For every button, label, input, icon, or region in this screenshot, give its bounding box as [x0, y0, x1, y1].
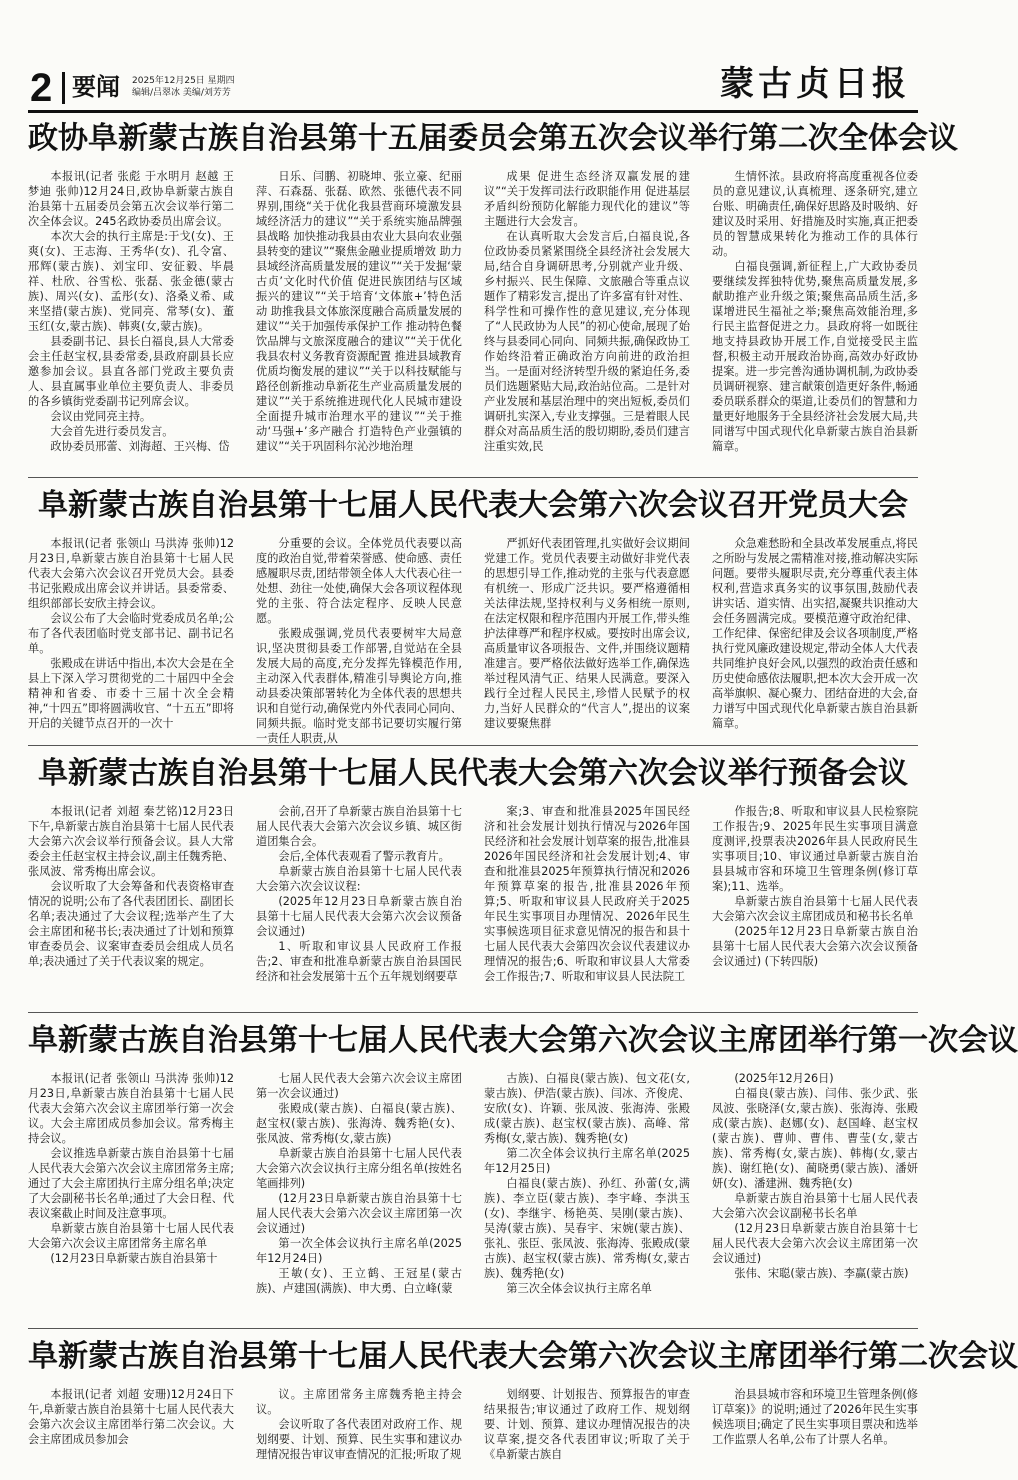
article-column	[28, 804, 234, 1004]
issue-info	[132, 75, 235, 99]
paragraph: 张殿成强调,党员代表要树牢大局意识,坚决贯彻县委工作部署,自觉站在全县发展大局的高度,充分发挥先锋模范作用,主动深入代表群体,精准引导舆论方向,推动县委决策部署转化为全体代表的思想共识和自觉行动,确保党内外代表同心同向、同频共振。临时党支部书记要切实履行第一责任人职责,从	[256, 627, 462, 745]
article-headline: 阜新蒙古族自治县第十七届人民代表大会第六次会议主席团举行第一次会议	[28, 1023, 1018, 1058]
paragraph: 白福良(蒙古族)、闫伟、张少武、张凤波、张晓泽(女,蒙古族)、张海涛、张殿成(蒙古族)、赵娜(女)、赵国峰、赵宝权(蒙古族)、曹帅、曹伟、曹莹(女,蒙古族)、常秀梅(女,蒙古族)、韩梅(女,蒙古族)、谢红艳(女)、蔺晓勇(蒙古族)、潘妍妍(女)、潘建洲、魏秀艳(女)	[712, 1087, 918, 1190]
paragraph: 治县县城市容和环境卫生管理条例(修订草案)》的说明;通过了2026年民生实事候选项目;确定了民生实事项目票决和选举工作监票人名单,公布了计票人名单。	[712, 1388, 918, 1446]
paragraph: 第二次全体会议执行主席名单(2025年12月25日)	[484, 1147, 690, 1175]
paragraph: 张殿成(蒙古族)、白福良(蒙古族)、赵宝权(蒙古族)、张海涛、魏秀艳(女)、张凤波、常秀梅(女,蒙古族)	[256, 1102, 462, 1145]
article-column	[256, 536, 462, 745]
article-divider	[28, 745, 918, 746]
article-divider	[28, 1012, 918, 1013]
paragraph: 议。主席团常务主席魏秀艳主持会议。	[256, 1388, 462, 1416]
paragraph: 本报讯(记者 刘超 秦艺铭)12月23日下午,阜新蒙古族自治县第十七届人民代表大会第六次会议举行预备会议。县人大常委会主任赵宝权主持会议,副主任魏秀艳、张凤波、常秀梅出席会议。	[28, 805, 234, 878]
paragraph: 会前,召开了阜新蒙古族自治县第十七届人民代表大会第六次会议乡镇、城区街道团集合会。	[256, 805, 462, 848]
paragraph: 划纲要、计划报告、预算报告的审查结果报告;审议通过了政府工作、规划纲要、计划、预算、建议办理情况报告的决议草案,提交各代表团审议;听取了关于《阜新蒙古族自	[484, 1388, 690, 1461]
paragraph: 1、听取和审议县人民政府工作报告;2、审查和批准阜新蒙古族自治县国民经济和社会发展第十五个五年规划纲要草	[256, 940, 462, 983]
paragraph: 本报讯(记者 张领山 马洪涛 张帅)12月23日,阜新蒙古族自治县第十七届人民代表大会第六次会议召开党员大会。县委书记张殿成出席会议并讲话。县委常委、组织部部长安欣主持会议。	[28, 537, 234, 610]
paragraph: 众急难愁盼和全县改革发展重点,将民之所盼与发展之需精准对接,推动解决实际问题。要带头履职尽责,充分尊重代表主体权利,营造求真务实的议事氛围,鼓励代表讲实话、道实情、出实招,凝聚共识推动大会任务圆满完成。要模范遵守政治纪律、工作纪律、保密纪律及会议各项制度,严格执行党风廉政建设规定,带动全体人大代表共同维护良好会风,以强烈的政治责任感和历史使命感依法履职,把本次大会开成一次高举旗帜、凝心聚力、团结奋进的大会,奋力谱写中国式现代化阜新蒙古族自治县新篇章。	[712, 537, 918, 730]
paragraph: 本次大会的执行主席是:于戈(女)、王爽(女)、王志海、王秀华(女)、孔令富、邢辉(蒙古族)、刘宝印、安征毅、毕晨祥、杜欣、谷雪松、张磊、张金德(蒙古族)、周兴(女)、孟彤(女)、洛桑义希、咸来坚措(蒙古族)、党同亮、常琴(女)、董玉红(女,蒙古族)、韩爽(女,蒙古族)。	[28, 230, 234, 333]
paragraph: 本报讯(记者 刘超 安珊)12月24日下午,阜新蒙古族自治县第十七届人民代表大会第六次会议主席团举行第二次会议。大会主席团成员参加会	[28, 1388, 234, 1446]
article-column	[28, 1071, 234, 1326]
article-column	[28, 1387, 234, 1467]
article-headline: 阜新蒙古族自治县第十七届人民代表大会第六次会议主席团举行第二次会议	[28, 1339, 1018, 1374]
paragraph: 严抓好代表团管理,扎实做好会议期间党建工作。党员代表要主动做好非党代表的思想引导工作,推动党的主张与代表意愿有机统一、形成广泛共识。要严格遵循相关法律法规,坚持权利与义务相统一原则,在法定权限和程序范围内开展工作,带头维护法律尊严和程序权威。要按时出席会议,高质量审议各项报告、文件,并围绕议题精准建言。要严格依法做好选举工作,确保选举过程风清气正、结果人民满意。要深入践行全过程人民民主,珍惜人民赋予的权力,当好人民群众的“代言人”,提出的议案建议要聚焦群	[484, 537, 690, 730]
paragraph: 阜新蒙古族自治县第十七届人民代表大会第六次会议执行主席分组名单(按姓名笔画排列)	[256, 1147, 462, 1190]
article-headline: 政协阜新蒙古族自治县第十五届委员会第五次会议举行第二次全体会议	[28, 121, 958, 156]
article-column	[712, 1387, 918, 1467]
article-column	[28, 169, 234, 464]
article-headline: 阜新蒙古族自治县第十七届人民代表大会第六次会议举行预备会议	[38, 756, 908, 791]
article-column	[484, 1387, 690, 1467]
paragraph: 阜新蒙古族自治县第十七届人民代表大会第六次会议议程:	[256, 865, 462, 893]
paragraph: 分重要的会议。全体党员代表要以高度的政治自觉,带着荣誉感、使命感、责任感履职尽责,团结带领全体人大代表心往一处想、劲往一处使,确保大会各项议程体现党的主张、符合法定程序、反映人民意愿。	[256, 537, 462, 625]
article-column	[712, 536, 918, 736]
article-column	[256, 169, 462, 464]
article-5	[28, 1335, 1018, 1467]
paragraph: 会后,全体代表观看了警示教育片。	[278, 850, 450, 863]
paragraph: 阜新蒙古族自治县第十七届人民代表大会第六次会议主席团常务主席名单	[28, 1222, 234, 1250]
paragraph: 阜新蒙古族自治县第十七届人民代表大会第六次会议主席团成员和秘书长名单	[712, 895, 918, 923]
article-3	[28, 752, 918, 1004]
paragraph: 张殿成在讲话中指出,本次大会是在全县上下深入学习贯彻党的二十届四中全会精神和省委、市委十三届十次全会精神,“十四五”即将圆满收官、“十五五”即将开启的关键节点召开的一次十	[28, 657, 234, 730]
issue-editors: 编辑/吕翠冰 美编/刘芳芳	[132, 88, 231, 98]
article-column	[712, 169, 918, 464]
article-column	[256, 804, 462, 1004]
article-divider	[28, 477, 918, 478]
article-column	[484, 1071, 690, 1326]
paragraph: 阜新蒙古族自治县第十七届人民代表大会第六次会议副秘书长名单	[712, 1192, 918, 1220]
article-column	[28, 536, 234, 736]
paragraph: 大会首先进行委员发言。	[50, 425, 174, 438]
paragraph: (12月23日阜新蒙古族自治县第十	[50, 1252, 218, 1265]
paragraph: 本报讯(记者 张领山 马洪涛 张帅)12月23日,阜新蒙古族自治县第十七届人民代表大会第六次会议主席团举行第一次会议。大会主席团成员参加会议。常秀梅主持会议。	[28, 1072, 234, 1145]
paragraph: (12月23日阜新蒙古族自治县第十七届人民代表大会第六次会议主席团第一次会议通过)	[712, 1222, 918, 1265]
page-number: 2	[30, 66, 53, 110]
article-column	[256, 1387, 462, 1467]
paragraph: 在认真听取大会发言后,白福良说,各位政协委员紧紧围绕全县经济社会发展大局,结合自身调研思考,分别就产业升级、乡村振兴、民生保障、文旅融合等重点议题作了精彩发言,提出了许多富有针对性、科学性和可操作性的意见建议,充分体现了“人民政协为人民”的初心使命,展现了始终与县委同心同向、同频共振,确保政协工作始终沿着正确政治方向前进的政治担当。一是面对经济转型升级的紧迫任务,委员们选题紧贴大局,政治站位高。二是针对产业发展和基层治理中的突出短板,委员们调研扎实深入,专业支撑强。三是着眼人民群众对高品质生活的殷切期盼,委员们建言注重实效,民	[484, 230, 690, 453]
paragraph: 古族)、白福良(蒙古族)、包文花(女,蒙古族)、伊浩(蒙古族)、闫冰、齐俊虎、安欣(女)、许颖、张凤波、张海涛、张殿成(蒙古族)、赵宝权(蒙古族)、高峰、常秀梅(女,蒙古族)、魏秀艳(女)	[484, 1072, 690, 1145]
paragraph: 案;3、审查和批准县2025年国民经济和社会发展计划执行情况与2026年国民经济和社会发展计划草案的报告,批准县2026年国民经济和社会发展计划;4、审查和批准县2025年预算执行情况和2026年预算草案的报告,批准县2026年预算;5、听取和审议县人民政府关于2025年民生实事项目办理情况、2026年民生实事候选项目征求意见情况的报告和县十七届人民代表大会第四次会议代表建议办理情况的报告;6、听取和审议县人大常委会工作报告;7、听取和审议县人民法院工	[484, 805, 690, 983]
newspaper-name: 蒙古贞日报	[720, 64, 910, 104]
article-column	[484, 804, 690, 1004]
article-column	[484, 169, 690, 464]
paragraph: 生情怀浓。县政府将高度重视各位委员的意见建议,认真梳理、逐条研究,建立台账、明确责任,确保好思路及时吸纳、好建议及时采用、好措施及时实施,真正把委员的智慧成果转化为推动工作的具体行动。	[712, 170, 918, 258]
paragraph: 白福良(蒙古族)、孙红、孙蕾(女,满族)、李立臣(蒙古族)、李宇峰、李洪玉(女)、李继宇、杨艳英、吴刚(蒙古族)、吴涛(蒙古族)、吴春宇、宋婉(蒙古族)、张礼、张臣、张凤波、张海涛、张殿成(蒙古族)、赵宝权(蒙古族)、常秀梅(女,蒙古族)、魏秀艳(女)	[484, 1177, 690, 1280]
article-headline: 阜新蒙古族自治县第十七届人民代表大会第六次会议召开党员大会	[38, 488, 908, 523]
paragraph: (2025年12月23日阜新蒙古族自治县第十七届人民代表大会第六次会议预备会议通过)	[256, 895, 462, 938]
paragraph: 成果 促进生态经济双赢发展的建议”“关于发挥司法行政职能作用 促进基层矛盾纠纷预防化解能力现代化的建议”等主题进行大会发言。	[484, 170, 690, 228]
paragraph: 白福良强调,新征程上,广大政协委员要继续发挥独特优势,聚焦高质量发展,多献助推产业升级之策;聚焦高品质生活,多谋增进民生福祉之举;聚焦高效能治理,多行民主监督促进之力。县政府将一如既往地支持县政协开展工作,自觉接受民主监督,积极主动开展政治协商,高效办好政协提案。进一步完善沟通协调机制,为政协委员调研视察、建言献策创造更好条件,畅通委员联系群众的渠道,让委员们的智慧和力量更好地服务于全县经济社会发展大局,共同谱写中国式现代化阜新蒙古族自治县新篇章。	[712, 260, 918, 453]
masthead-divider	[62, 72, 65, 104]
article-divider	[28, 1328, 918, 1329]
article-column	[712, 1071, 918, 1326]
paragraph: 县委副书记、县长白福良,县人大常委会主任赵宝权,县委常委,县政府副县长应邀参加会议。县直各部门党政主要负责人、县直属事业单位主要负责人、非委员的各乡镇街党委副书记列席会议。	[28, 335, 234, 408]
masthead	[28, 62, 918, 110]
article-column	[484, 536, 690, 736]
paragraph: 政协委员邢蕾、刘海超、王兴梅、岱	[50, 440, 230, 453]
issue-date: 2025年12月25日 星期四	[132, 76, 235, 86]
article-4	[28, 1019, 1018, 1326]
paragraph: 本报讯(记者 张彪 于水明月 赵越 王梦迪 张帅)12月24日,政协阜新蒙古族自治县第十五届委员会第五次会议举行第二次全体会议。245名政协委员出席会议。	[28, 170, 234, 228]
paragraph: 作报告;8、听取和审议县人民检察院工作报告;9、2025年民生实事项目满意度测评,投票表决2026年县人民政府民生实事项目;10、审议通过阜新蒙古族自治县县城市容和环境卫生管理条例(修订草案);11、选举。	[712, 805, 918, 893]
section-name: 要闻	[72, 73, 120, 101]
paragraph: 会议公布了大会临时党委成员名单;公布了各代表团临时党支部书记、副书记名单。	[28, 612, 234, 655]
paragraph: 会议由党同亮主持。	[50, 410, 152, 423]
article-column	[712, 804, 918, 1004]
paragraph: (2025年12月26日)	[734, 1072, 834, 1085]
paragraph: 七届人民代表大会第六次会议主席团第一次会议通过)	[256, 1072, 462, 1100]
paragraph: 会议听取了大会筹备和代表资格审查情况的说明;公布了各代表团团长、副团长名单;表决通过了大会议程;选举产生了大会主席团和秘书长;表决通过了计划和预算审查委员会、议案审查委员会组成人员名单;表决通过了关于代表议案的规定。	[28, 880, 234, 968]
paragraph: (2025年12月23日阜新蒙古族自治县第十七届人民代表大会第六次会议预备会议通过) (下转四版)	[712, 925, 918, 968]
masthead-rule	[28, 110, 918, 113]
paragraph: 王敏(女)、王立鹤、王冠星(蒙古族)、卢建国(满族)、申大勇、白立峰(蒙	[256, 1267, 462, 1295]
paragraph: 第一次全体会议执行主席名单(2025年12月24日)	[256, 1237, 462, 1265]
paragraph: 会议听取了各代表团对政府工作、规划纲要、计划、预算、民生实事和建议办理情况报告审议审查情况的汇报;听取了规	[256, 1418, 462, 1461]
paragraph: 第三次全体会议执行主席名单	[506, 1282, 652, 1295]
article-1	[28, 117, 958, 464]
paragraph: 张伟、宋聪(蒙古族)、李赢(蒙古族)	[734, 1267, 909, 1280]
paragraph: (12月23日阜新蒙古族自治县第十七届人民代表大会第六次会议主席团第一次会议通过)	[256, 1192, 462, 1235]
article-2	[28, 484, 918, 745]
paragraph: 会议推选阜新蒙古族自治县第十七届人民代表大会第六次会议主席团常务主席;通过了大会主席团执行主席分组名单;决定了大会副秘书长名单;通过了大会日程、代表议案截止时间及注意事项。	[28, 1147, 234, 1220]
article-column	[256, 1071, 462, 1326]
paragraph: 日乐、闫鹏、初晓坤、张立豪、纪丽萍、石森磊、张磊、欧然、张德代表不同界别,围绕“关于优化我县营商环境激发县域经济活力的建议”“关于系统实施品牌强县战略 加快推动我县由农业大县向农业强县转变的建议”“聚焦金融业提质增效 助力县域经济高质量发展的建议”“关于发掘‘蒙古贞’文化时代价值 促进民族团结与区域振兴的建议”“关于培育‘文体旅+’特色活动 助推我县文体旅深度融合高质量发展的建议”“关于加强传承保护工作 推动特色餐饮品牌与文旅深度融合的建议”“关于优化我县农村义务教育资源配置 推进县域教育优质均衡发展的建议”“关于以科技赋能与路径创新推动阜新花生产业高质量发展的建议”“关于系统推进现代化人民城市建设 全面提升城市治理水平的建议”“关于推动‘马强+’多产融合 打造特色产业强镇的建议”“关于巩固科尔沁沙地治理	[256, 170, 462, 453]
